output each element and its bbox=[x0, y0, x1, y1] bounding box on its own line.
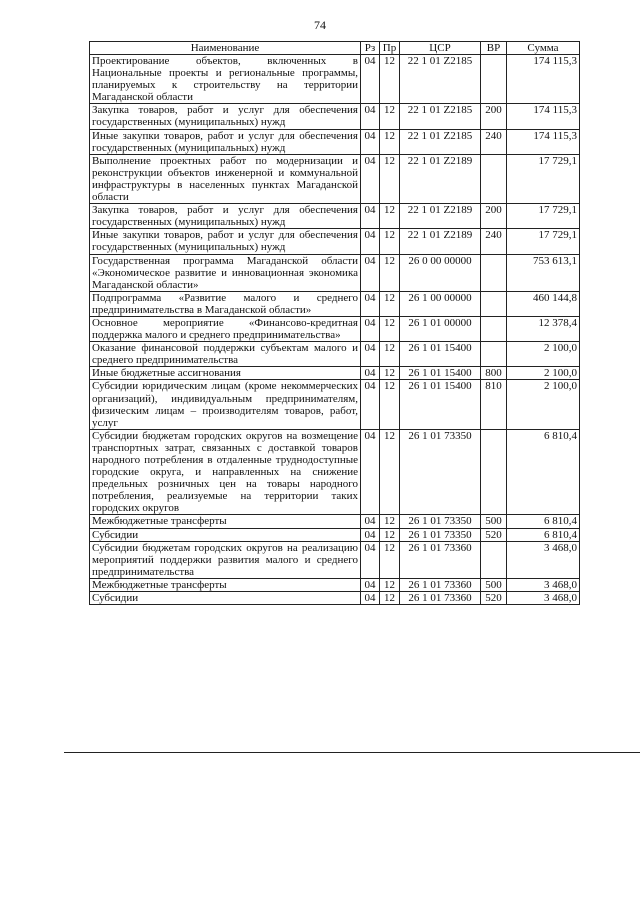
cell-csr: 22 1 01 Z2189 bbox=[400, 229, 481, 254]
cell-sum: 2 100,0 bbox=[507, 342, 580, 367]
cell-vr bbox=[481, 291, 507, 316]
cell-csr: 26 1 01 73360 bbox=[400, 578, 481, 591]
cell-vr bbox=[481, 429, 507, 515]
cell-sum: 2 100,0 bbox=[507, 367, 580, 380]
cell-vr: 240 bbox=[481, 129, 507, 154]
cell-sum: 2 100,0 bbox=[507, 380, 580, 429]
cell-pr: 12 bbox=[380, 104, 400, 129]
cell-sum: 17 729,1 bbox=[507, 154, 580, 203]
table-row bbox=[90, 204, 580, 229]
cell-vr bbox=[481, 316, 507, 341]
cell-csr: 22 1 01 Z2189 bbox=[400, 154, 481, 203]
table-row bbox=[90, 528, 580, 541]
header-rz: Рз bbox=[361, 42, 380, 55]
header-vr: ВР bbox=[481, 42, 507, 55]
cell-vr bbox=[481, 342, 507, 367]
cell-name: Иные закупки товаров, работ и услуг для обеспечения государственных (муниципальных) нужд bbox=[90, 229, 361, 254]
table-row bbox=[90, 154, 580, 203]
cell-pr: 12 bbox=[380, 367, 400, 380]
cell-sum: 174 115,3 bbox=[507, 104, 580, 129]
cell-csr: 26 1 01 15400 bbox=[400, 380, 481, 429]
cell-name: Субсидии бюджетам городских округов на реализацию мероприятий поддержки развития малого и среднего предпринимательства bbox=[90, 541, 361, 578]
budget-table bbox=[89, 41, 580, 605]
cell-rz: 04 bbox=[361, 578, 380, 591]
cell-csr: 22 1 01 Z2185 bbox=[400, 129, 481, 154]
table-row bbox=[90, 515, 580, 528]
cell-sum: 3 468,0 bbox=[507, 578, 580, 591]
cell-vr bbox=[481, 254, 507, 291]
cell-csr: 26 1 01 73350 bbox=[400, 515, 481, 528]
cell-pr: 12 bbox=[380, 380, 400, 429]
cell-pr: 12 bbox=[380, 515, 400, 528]
cell-pr: 12 bbox=[380, 342, 400, 367]
cell-name: Закупка товаров, работ и услуг для обеспечения государственных (муниципальных) нужд bbox=[90, 204, 361, 229]
cell-vr: 200 bbox=[481, 204, 507, 229]
cell-rz: 04 bbox=[361, 541, 380, 578]
cell-sum: 12 378,4 bbox=[507, 316, 580, 341]
cell-sum: 3 468,0 bbox=[507, 541, 580, 578]
cell-pr: 12 bbox=[380, 541, 400, 578]
table-body bbox=[90, 55, 580, 605]
cell-rz: 04 bbox=[361, 291, 380, 316]
cell-rz: 04 bbox=[361, 528, 380, 541]
cell-vr bbox=[481, 55, 507, 104]
cell-sum: 753 613,1 bbox=[507, 254, 580, 291]
table-row bbox=[90, 229, 580, 254]
cell-name: Закупка товаров, работ и услуг для обеспечения государственных (муниципальных) нужд bbox=[90, 104, 361, 129]
table-row bbox=[90, 129, 580, 154]
table-row bbox=[90, 342, 580, 367]
cell-pr: 12 bbox=[380, 429, 400, 515]
cell-pr: 12 bbox=[380, 316, 400, 341]
header-pr: Пр bbox=[380, 42, 400, 55]
cell-vr: 520 bbox=[481, 528, 507, 541]
table-row bbox=[90, 367, 580, 380]
cell-vr: 520 bbox=[481, 592, 507, 605]
cell-rz: 04 bbox=[361, 592, 380, 605]
cell-name: Выполнение проектных работ по модернизации и реконструкции объектов инженерной и коммунальной инфраструктуры в населенных пунктах Магаданской области bbox=[90, 154, 361, 203]
cell-csr: 26 1 01 73360 bbox=[400, 592, 481, 605]
cell-csr: 26 0 00 00000 bbox=[400, 254, 481, 291]
table-row bbox=[90, 316, 580, 341]
cell-rz: 04 bbox=[361, 104, 380, 129]
cell-csr: 22 1 01 Z2189 bbox=[400, 204, 481, 229]
cell-pr: 12 bbox=[380, 229, 400, 254]
cell-rz: 04 bbox=[361, 129, 380, 154]
cell-rz: 04 bbox=[361, 316, 380, 341]
cell-csr: 26 1 00 00000 bbox=[400, 291, 481, 316]
table-row bbox=[90, 541, 580, 578]
table-row bbox=[90, 55, 580, 104]
cell-csr: 22 1 01 Z2185 bbox=[400, 104, 481, 129]
cell-pr: 12 bbox=[380, 129, 400, 154]
cell-csr: 26 1 01 15400 bbox=[400, 367, 481, 380]
cell-sum: 174 115,3 bbox=[507, 129, 580, 154]
header-sum: Сумма bbox=[507, 42, 580, 55]
cell-name: Оказание финансовой поддержки субъектам малого и среднего предпринимательства bbox=[90, 342, 361, 367]
cell-csr: 26 1 01 00000 bbox=[400, 316, 481, 341]
table-row bbox=[90, 291, 580, 316]
cell-csr: 26 1 01 73360 bbox=[400, 541, 481, 578]
cell-name: Проектирование объектов, включенных в Национальные проекты и региональные программы, планируемых к строительству на территории Магаданской области bbox=[90, 55, 361, 104]
header-name: Наименование bbox=[90, 42, 361, 55]
cell-rz: 04 bbox=[361, 154, 380, 203]
cell-pr: 12 bbox=[380, 592, 400, 605]
cell-vr: 200 bbox=[481, 104, 507, 129]
cell-vr bbox=[481, 541, 507, 578]
table-row bbox=[90, 592, 580, 605]
cell-pr: 12 bbox=[380, 55, 400, 104]
table-row bbox=[90, 380, 580, 429]
table-row bbox=[90, 104, 580, 129]
cell-pr: 12 bbox=[380, 154, 400, 203]
table-header-row bbox=[90, 42, 580, 55]
cell-vr: 800 bbox=[481, 367, 507, 380]
cell-pr: 12 bbox=[380, 578, 400, 591]
cell-rz: 04 bbox=[361, 55, 380, 104]
cell-rz: 04 bbox=[361, 342, 380, 367]
cell-rz: 04 bbox=[361, 229, 380, 254]
cell-name: Субсидии юридическим лицам (кроме некоммерческих организаций), индивидуальным предпринимателям, физическим лицам – производителям товаров, работ, услуг bbox=[90, 380, 361, 429]
cell-name: Иные закупки товаров, работ и услуг для обеспечения государственных (муниципальных) нужд bbox=[90, 129, 361, 154]
cell-sum: 174 115,3 bbox=[507, 55, 580, 104]
bottom-divider bbox=[64, 752, 640, 753]
cell-rz: 04 bbox=[361, 204, 380, 229]
page-number: 74 bbox=[314, 18, 326, 32]
cell-csr: 22 1 01 Z2185 bbox=[400, 55, 481, 104]
header-csr: ЦСР bbox=[400, 42, 481, 55]
cell-name: Иные бюджетные ассигнования bbox=[90, 367, 361, 380]
cell-sum: 6 810,4 bbox=[507, 429, 580, 515]
cell-csr: 26 1 01 73350 bbox=[400, 528, 481, 541]
cell-vr: 240 bbox=[481, 229, 507, 254]
cell-name: Подпрограмма «Развитие малого и среднего предпринимательства в Магаданской области» bbox=[90, 291, 361, 316]
cell-csr: 26 1 01 15400 bbox=[400, 342, 481, 367]
cell-pr: 12 bbox=[380, 254, 400, 291]
cell-vr: 500 bbox=[481, 515, 507, 528]
cell-name: Субсидии bbox=[90, 592, 361, 605]
cell-name: Субсидии bbox=[90, 528, 361, 541]
table-row bbox=[90, 254, 580, 291]
cell-sum: 460 144,8 bbox=[507, 291, 580, 316]
cell-name: Основное мероприятие «Финансово-кредитная поддержка малого и среднего предпринимательства» bbox=[90, 316, 361, 341]
cell-pr: 12 bbox=[380, 528, 400, 541]
cell-name: Субсидии бюджетам городских округов на возмещение транспортных затрат, связанных с доставкой товаров народного потребления в отдаленные труднодоступные городские округа, и направленных на снижение предельных розничных цен на товары народного потребления, реализуемые на территории таких городских округов bbox=[90, 429, 361, 515]
cell-rz: 04 bbox=[361, 380, 380, 429]
cell-sum: 17 729,1 bbox=[507, 229, 580, 254]
cell-rz: 04 bbox=[361, 254, 380, 291]
cell-csr: 26 1 01 73350 bbox=[400, 429, 481, 515]
cell-name: Межбюджетные трансферты bbox=[90, 515, 361, 528]
table-row bbox=[90, 429, 580, 515]
cell-sum: 17 729,1 bbox=[507, 204, 580, 229]
cell-sum: 6 810,4 bbox=[507, 528, 580, 541]
cell-name: Межбюджетные трансферты bbox=[90, 578, 361, 591]
cell-pr: 12 bbox=[380, 291, 400, 316]
cell-rz: 04 bbox=[361, 367, 380, 380]
cell-name: Государственная программа Магаданской области «Экономическое развитие и инновационная экономика Магаданской области» bbox=[90, 254, 361, 291]
table-row bbox=[90, 578, 580, 591]
cell-rz: 04 bbox=[361, 515, 380, 528]
cell-vr bbox=[481, 154, 507, 203]
cell-sum: 6 810,4 bbox=[507, 515, 580, 528]
cell-vr: 500 bbox=[481, 578, 507, 591]
cell-rz: 04 bbox=[361, 429, 380, 515]
cell-sum: 3 468,0 bbox=[507, 592, 580, 605]
cell-vr: 810 bbox=[481, 380, 507, 429]
cell-pr: 12 bbox=[380, 204, 400, 229]
